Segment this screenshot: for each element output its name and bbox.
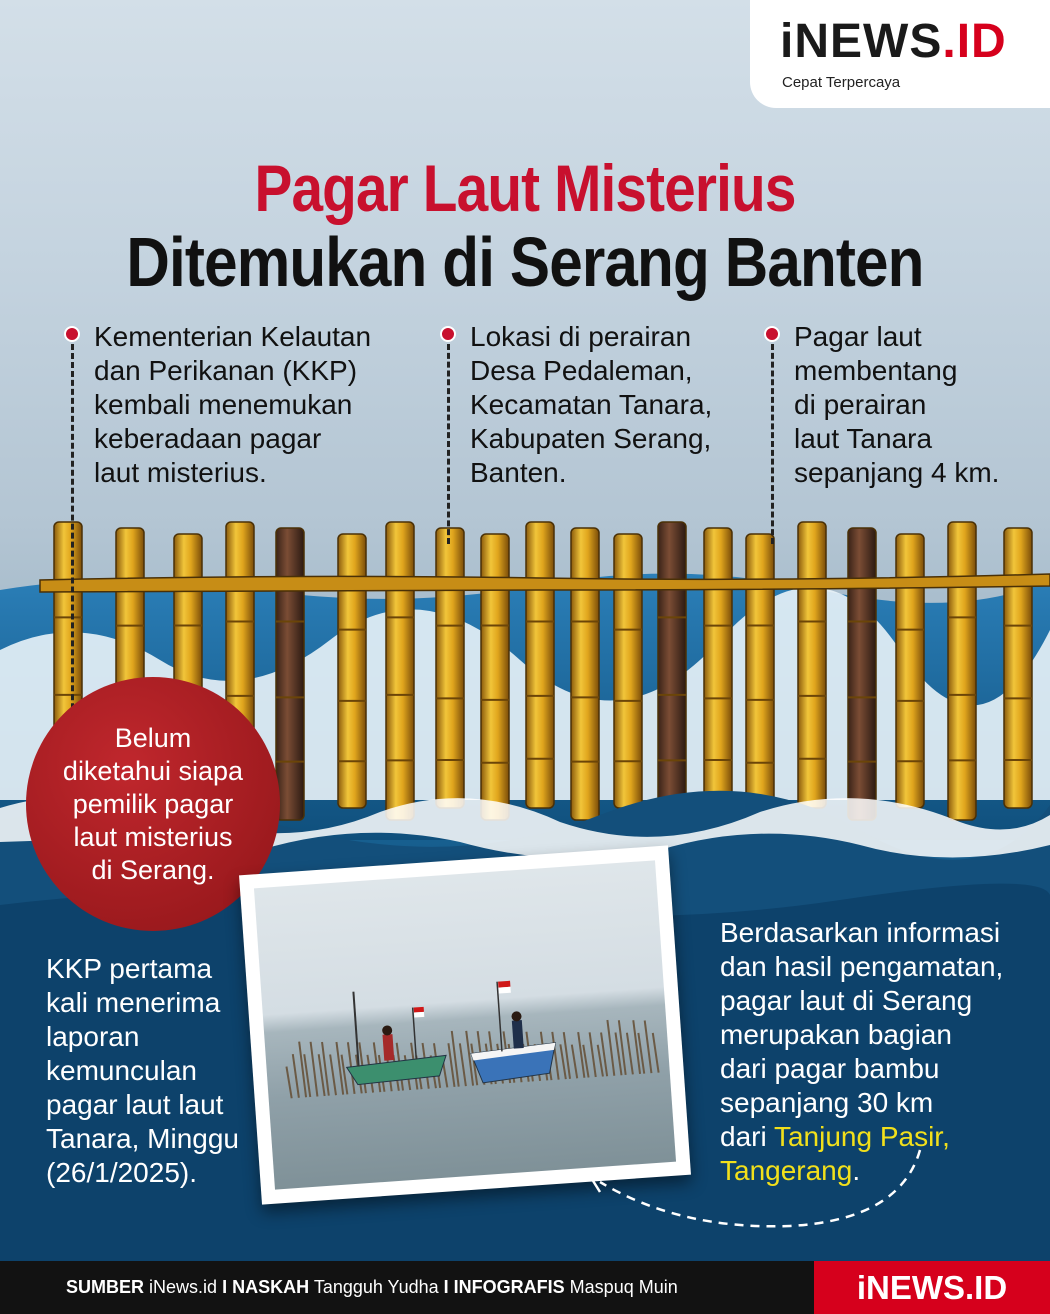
badge-line: Belum [114,722,192,753]
bamboo-stake [607,1020,614,1076]
note-line: Berdasarkan informasi [720,917,1001,948]
location-pin-icon [764,326,780,342]
note-line: pagar laut laut [46,1089,224,1120]
bamboo-pole [798,522,826,808]
fact-line: keberadaan pagar [94,423,322,454]
note-line: Tanara, Minggu [46,1123,240,1154]
bamboo-stake [299,1041,306,1097]
badge-line: pemilik pagar [72,788,234,819]
dashed-connector [447,344,450,544]
fact-location [470,320,712,490]
fact-line: sepanjang 4 km. [794,457,1000,488]
flag-red [498,981,510,988]
fisherman-head [511,1011,522,1022]
badge-line: di Serang. [91,854,215,885]
fact-line: kembali menemukan [94,389,353,420]
fact-line: Lokasi di perairan [470,321,692,352]
note-line: (26/1/2025). [46,1157,197,1188]
fact-line: Kabupaten Serang, [470,423,712,454]
fact-line: di perairan [794,389,927,420]
fact-line: Pagar laut [794,321,922,352]
title-line-2: Ditemukan di Serang Banten [126,223,924,301]
bamboo-stake [330,1054,336,1095]
bamboo-stake [598,1045,603,1077]
fact-line: Banten. [470,457,567,488]
note-line: merupakan bagian [720,1019,952,1050]
bamboo-pole [571,528,599,820]
bamboo-pole [526,522,554,808]
title-line-1: Pagar Laut Misterius [254,151,796,225]
bamboo-stake [572,1044,577,1078]
fact-line: dan Perikanan (KKP) [94,355,358,386]
highlight-place: Tangerang [720,1155,853,1186]
note-line: kemunculan [46,1055,197,1086]
fact-line: Kecamatan Tanara, [470,389,713,420]
bamboo-pole [338,534,366,808]
bamboo-stake [578,1032,584,1078]
note-line: KKP pertama [46,953,213,984]
fact-kkp [94,320,371,490]
bamboo-pole [746,534,774,820]
bamboo-stake [590,1032,596,1077]
note-line: pagar laut di Serang [720,985,973,1016]
badge-line: diketahui siapa [62,755,244,786]
fisherman [512,1020,524,1049]
report-date-note [46,952,239,1190]
bamboo-pole [1004,528,1032,808]
fact-line: laut misterius. [94,457,267,488]
bamboo-pole [614,534,642,808]
note-line: dan hasil pengamatan, [720,951,1004,982]
flag-white [414,1012,424,1018]
bamboo-pole [436,528,464,808]
bamboo-pole [948,522,976,820]
header-logo-box [750,0,1050,108]
fact-line: laut Tanara [794,423,933,454]
dashed-connector [771,344,774,544]
fisherman-head [382,1025,393,1036]
bamboo-pole [386,522,414,820]
bamboo-pole [896,534,924,808]
credits: SUMBER iNews.id I NASKAH Tangguh Yudha I INFOGRAFIS Maspuq Muin [66,1277,678,1297]
bamboo-stake [460,1043,466,1086]
location-pin-icon [64,326,80,342]
note-line: laporan [46,1021,140,1052]
bamboo-pole [276,528,304,820]
photo-bamboo-stakes [285,1017,659,1099]
bamboo-pole [658,522,686,820]
bamboo-stake [633,1020,640,1074]
bamboo-stake [293,1054,299,1098]
bamboo-pole [704,528,732,808]
bamboo-stake [627,1033,633,1075]
badge-line: laut misterius [73,821,233,852]
highlight-place: Tanjung Pasir, [773,1121,950,1152]
bamboo-stake [653,1033,659,1073]
brand-tagline: Cepat Terpercaya [782,74,901,91]
bamboo-stake [311,1042,318,1097]
dashed-arrow-icon [570,1140,930,1240]
note-line: Tangerang. [720,1155,861,1186]
fact-length [794,320,999,490]
bamboo-stake [466,1031,473,1086]
bamboo-stake [286,1066,291,1098]
bamboo-stake [336,1042,343,1095]
brand-logo[interactable]: iNEWS.ID [780,15,1007,68]
bamboo-pole [848,528,876,820]
bamboo-stake [645,1020,652,1073]
footer-brand-logo[interactable]: iNEWS.ID [814,1261,1050,1314]
fact-line: Desa Pedaleman, [470,355,693,386]
note-line: sepanjang 30 km [720,1087,934,1118]
flag-white [498,987,510,994]
fact-line: membentang [794,355,958,386]
note-line: dari pagar bambu [720,1053,940,1084]
note-line: kali menerima [46,987,221,1018]
flag-red [414,1007,424,1013]
fisherman [382,1034,394,1061]
footer-bar [0,1261,1050,1314]
bamboo-stake [560,1044,565,1079]
fact-line: Kementerian Kelautan [94,321,372,352]
note-line: dari Tanjung Pasir, [720,1121,950,1152]
location-pin-icon [440,326,456,342]
